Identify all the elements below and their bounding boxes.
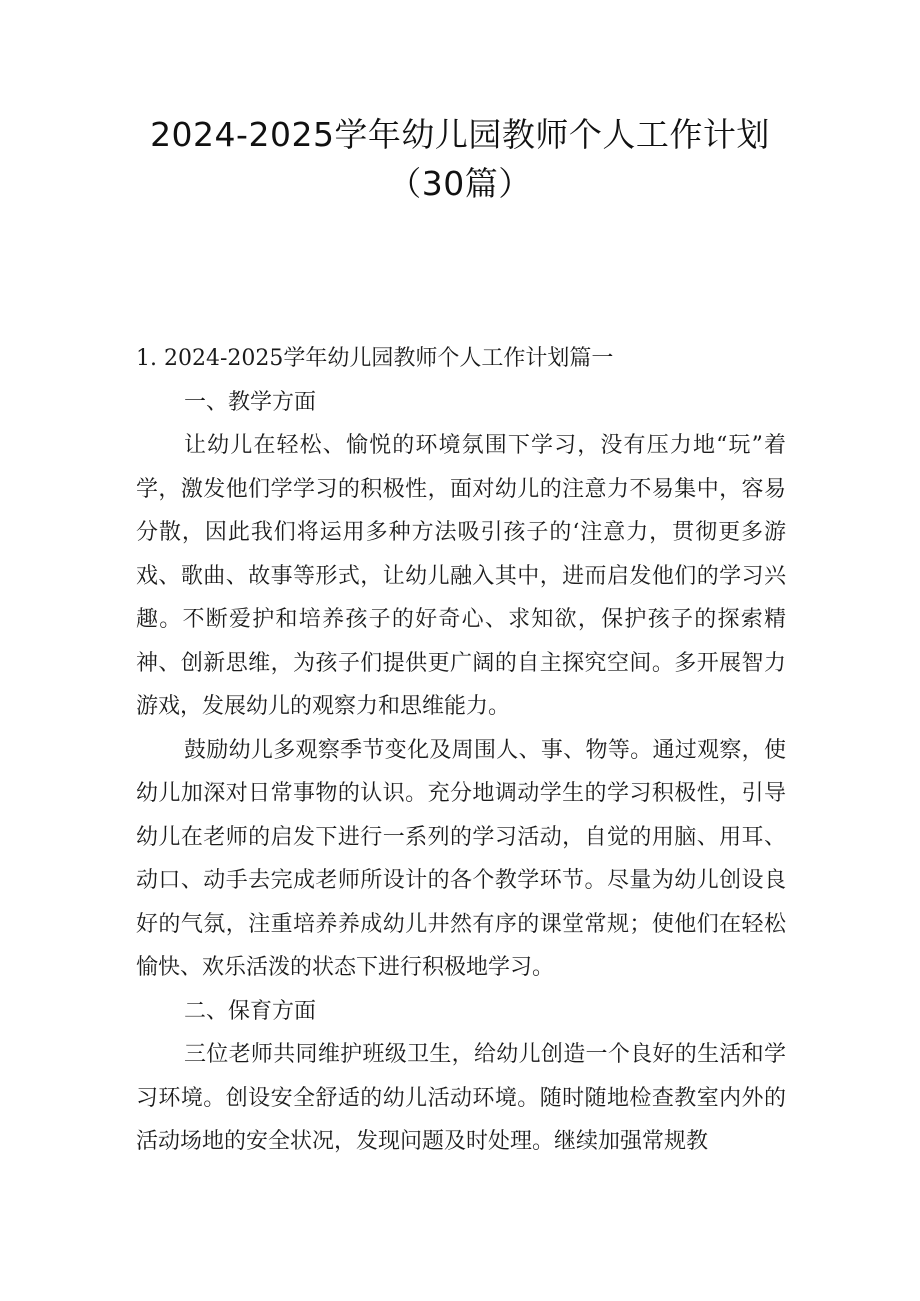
paragraph-teaching-2: 鼓励幼儿多观察季节变化及周围人、事、物等。通过观察，使幼儿加深对日常事物的认识。充分地调动学生的学习积极性，引导幼儿在老师的启发下进行一系列的学习活动，自觉的用脑、用耳、动口、动手去完成老师所设计的各个教学环节。尽量为幼儿创设良好的气氛，注重培养养成幼儿井然有序的课堂常规；使他们在轻松愉快、欢乐活泼的状态下进行积极地学习。 xyxy=(136,737,786,980)
document-title-count: （30篇） xyxy=(388,164,532,203)
document-title: 2024-2025学年幼儿园教师个人工作计划 xyxy=(150,115,770,154)
item-heading: 1. 2024-2025学年幼儿园教师个人工作计划篇一 xyxy=(136,346,614,371)
paragraph-teaching-1: 让幼儿在轻松、愉悦的环境氛围下学习，没有压力地“玩”着学，激发他们学学习的积极性，面对幼儿的注意力不易集中，容易分散，因此我们将运用多种方法吸引孩子的‘注意力，贯彻更多游戏、歌曲、故事等形式，让幼儿融入其中，进而启发他们的学习兴趣。不断爱护和培养孩子的好奇心、求知欲，保护孩子的探索精神、创新思维，为孩子们提供更广阔的自主探究空间。多开展智力游戏，发展幼儿的观察力和思维能力。 xyxy=(136,433,786,719)
document-body xyxy=(136,337,786,1164)
paragraph-care-1: 三位老师共同维护班级卫生，给幼儿创造一个良好的生活和学习环境。创设安全舒适的幼儿活动环境。随时随地检查教室内外的活动场地的安全状况，发现问题及时处理。继续加强常规教 xyxy=(136,1042,786,1154)
section-heading-care: 二、保育方面 xyxy=(184,998,317,1024)
section-heading-teaching: 一、教学方面 xyxy=(184,389,317,415)
